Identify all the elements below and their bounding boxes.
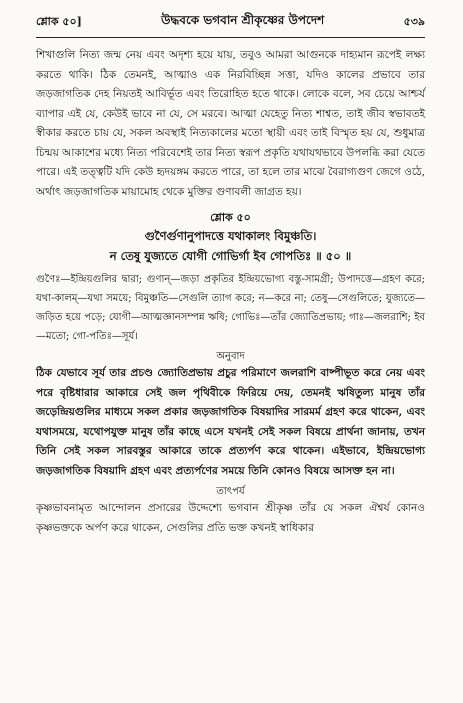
word-meanings: গুণৈঃ—ইন্দ্রিয়গুলির দ্বারা; গুণান্—জড়া প্রকৃতির ইন্দ্রিয়ভোগ্য বস্তু-সামগ্রী; উপাদত্তে—গ্রহণ করে; যথা-কালম্—যথা সময়ে; বিমুঞ্চতি—সেগুলি ত্যাগ করে; ন—করে না; তেষু—সেগুলিতে; যুজ্যতে—জড়িত হয়ে পড়ে; যোগী—আত্মজ্ঞানসম্পন্ন ঋষি; গোভিঃ—তাঁর জ্যোতিপ্রভায়; গাঃ—জলরাশি; ইব—মতো; গো-পতিঃ—সূর্য। [36,274,425,342]
purport-heading: তাৎপর্য [216,486,245,497]
page-body [36,46,425,538]
page-header [36,10,425,34]
verse-heading: শ্লোক ৫০ [210,211,251,224]
page-number: ৫৩৯ [403,14,425,28]
translation-text: ঠিক যেভাবে সূর্য তার প্রচণ্ড জ্যোতিপ্রভায় প্রচুর পরিমাণে জলরাশি বাষ্পীভূত করে নেয় এবং পরে বৃষ্টিধারার আকারে সেই জল পৃথিবীকে ফিরিয়ে দেয়, তেমনই ঋষিতুল্য মানুষ তাঁর জড়েন্দ্রিয়গুলির মাধ্যমে সকল প্রকার জড়জাগতিক বিষয়াদির সারমর্ম গ্রহণ করে থাকেন, এবং যথাসময়ে, যথোপযুক্ত মানুষ তাঁর কাছে এসে যখনই সেই সকল বিষয়ে প্রার্থনা জানায়, তখন তিনি সেই সকল সারবস্তুর আকারে তাকে প্রত্যর্পণ করে থাকেন। এইভাবে, ইন্দ্রিয়ভোগ্য জড়জাগতিক বিষয়াদি গ্রহণ এবং প্রত্যর্পণের সময়ে তিনি কোনও বিষয়ে আসক্ত হন না। [36,367,425,477]
intro-paragraph: শিখাগুলি নিত্য জন্ম নেয় এবং অদৃশ্য হয়ে যায়, তবুও আমরা আগুনকে দাহ্যমান রূপেই লক্ষ্য করতে থাকি। ঠিক তেমনই, আত্মাও এক নিরবিচ্ছিন্ন সত্তা, যদিও কালের প্রভাবে তার জড়জাগতিক দেহ নিয়তই আবির্ভূত এবং তিরোহিত হতে থাকে। লোকে বলে, সব চেয়ে আশ্চর্য ব্যাপার এই যে, কেউই ভাবে না যে, সে মরবে। আত্মা যেহেতু নিত্য শাশ্বত, তাই জীব স্বভাবতই স্বীকার করতে চায় যে, সকল অবস্থাই নিত্যকালের মতো স্থায়ী এবং তাই বিস্মৃত হয় যে, শুধুমাত্র চিন্ময় আকাশের মধ্যে নিত্য পরিবেশেই তার নিত্য স্বরূপ প্রকৃতি যথাযথভাবে উপলব্ধি করা যেতে পারে। এই তত্ত্বটি যদি কেউ হৃদয়ঙ্গম করতে পারে, তা হলে তার মাঝে বৈরাগ্যগুণ জেগে ওঠে, অর্থাৎ জড়জাগতিক মায়ামোহ থেকে মুক্তির গুণাবলী জাগ্রত হয়। [36,49,425,198]
translation-heading: অনুবাদ [216,351,245,362]
chapter-title: উদ্ধবকে ভগবান শ্রীকৃষ্ণের উপদেশ [161,13,325,27]
purport-text: কৃষ্ণভাবনামৃত আন্দোলন প্রসারের উদ্দেশ্যে ভগবান শ্রীকৃষ্ণ তাঁর যে সকল ঐশ্বর্য কোনও কৃষ্ণভক্তকে অর্পণ করে থাকেন, সেগুলির প্রতি ভক্ত কখনই স্বাধিকার [36,502,425,534]
header-rule [36,37,425,38]
verse-line-2: ন তেষু যুজ্যতে যোগী গোভির্গা ইব গোপতিঃ ॥ ৫০ ॥ [109,249,352,263]
verse-line-1: গুণৈর্গুণানুপাদত্তে যথাকালং বিমুঞ্চতি। [144,229,317,243]
header-verse-ref: শ্লোক ৫০] [36,14,82,28]
